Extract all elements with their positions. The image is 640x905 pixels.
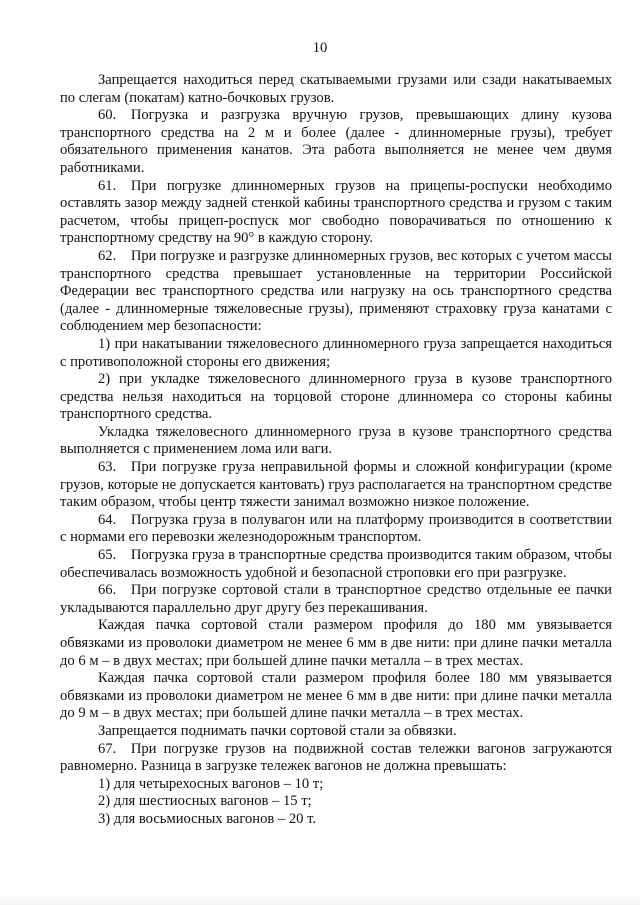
paragraph-62: 62. При погрузке и разгрузке длинномерных грузов, вес которых с учетом массы транспортного средства превышает установленные на территории Российской Федерации вес транспортного средства или нагрузку на ось транспортного средства (далее - длинномерные тяжеловесные грузы), применяют страховку груза канатами с соблюдением мер безопасности: [60,247,612,335]
list-item-four-axle-wagons: 1) для четырехосных вагонов – 10 т; [98,775,324,792]
paragraph-67: 67. При погрузке грузов на подвижной состав тележки вагонов загружаются равномерно. Разница в загрузке тележек вагонов не должна превышать: [60,740,612,775]
paragraph-steel-over-180mm: Каждая пачка сортовой стали размером профиля более 180 мм увязывается обвязками из проволоки диаметром не менее 6 мм в две нити: при длине пачки металла до 9 м – в двух местах; при большей длине пачки металла – в трех местах. [60,670,612,722]
paragraph-rolling-cargo-prohibition: Запрещается находиться перед скатываемыми грузами или сзади накатываемых по слегам (покатам) катно-бочковых грузов. [60,72,612,106]
paragraph-62-item-1: 1) при накатывании тяжеловесного длинномерного груза запрещается находиться с противоположной стороны его движения; [60,335,612,370]
paragraph-66: 66. При погрузке сортовой стали в транспортное средство отдельные ее пачки укладываются параллельно друг другу без перекашивания. [60,582,612,616]
paragraph-65: 65. Погрузка груза в транспортные средства производится таким образом, чтобы обеспечивалась возможность удобной и безопасной строповки его при разгрузке. [60,547,612,581]
paragraph-heavy-cargo-stacking: Укладка тяжеловесного длинномерного груза в кузове транспортного средства выполняется с применением лома или ваги. [60,423,612,458]
paragraph-61: 61. При погрузке длинномерных грузов на прицепы-роспуски необходимо оставлять зазор между задней стенкой кабины транспортного средства и грузом с таким расчетом, чтобы прицеп-роспуск мог свободно поворачиваться по отношению к транспортному средству на 90° в каждую сторону. [60,177,612,247]
list-item-six-axle-wagons: 2) для шестиосных вагонов – 15 т; [98,793,312,810]
paragraph-strapping-lift-prohibition: Запрещается поднимать пачки сортовой стали за обвязки. [98,722,457,739]
paragraph-steel-up-to-180mm: Каждая пачка сортовой стали размером профиля до 180 мм увязывается обвязками из проволоки диаметром не менее 6 мм в две нити: при длине пачки металла до 6 м – в двух местах; при большей длине пачки металла – в трех местах. [60,617,612,669]
list-item-eight-axle-wagons: 3) для восьмиосных вагонов – 20 т. [98,810,317,827]
document-body [60,72,612,829]
page-number: 10 [312,40,328,56]
paragraph-60: 60. Погрузка и разгрузка вручную грузов, превышающих длину кузова транспортного средства на 2 м и более (далее - длинномерные грузы), требует обязательного применения канатов. Эта работа выполняется не менее чем двумя работниками. [60,107,612,176]
paragraph-63: 63. При погрузке груза неправильной формы и сложной конфигурации (кроме грузов, которые не допускается кантовать) груз располагается на транспортном средстве таким образом, чтобы центр тяжести занимал возможно низкое положение. [60,459,612,511]
scan-bottom-edge [0,895,640,905]
paragraph-62-item-2: 2) при укладке тяжеловесного длинномерного груза в кузове транспортного средства нельзя находиться на торцовой стороне длинномера со стороны кабины транспортного средства. [60,371,612,423]
paragraph-64: 64. Погрузка груза в полувагон или на платформу производится в соответствии с нормами его перевозки железнодорожным транспортом. [60,511,612,546]
